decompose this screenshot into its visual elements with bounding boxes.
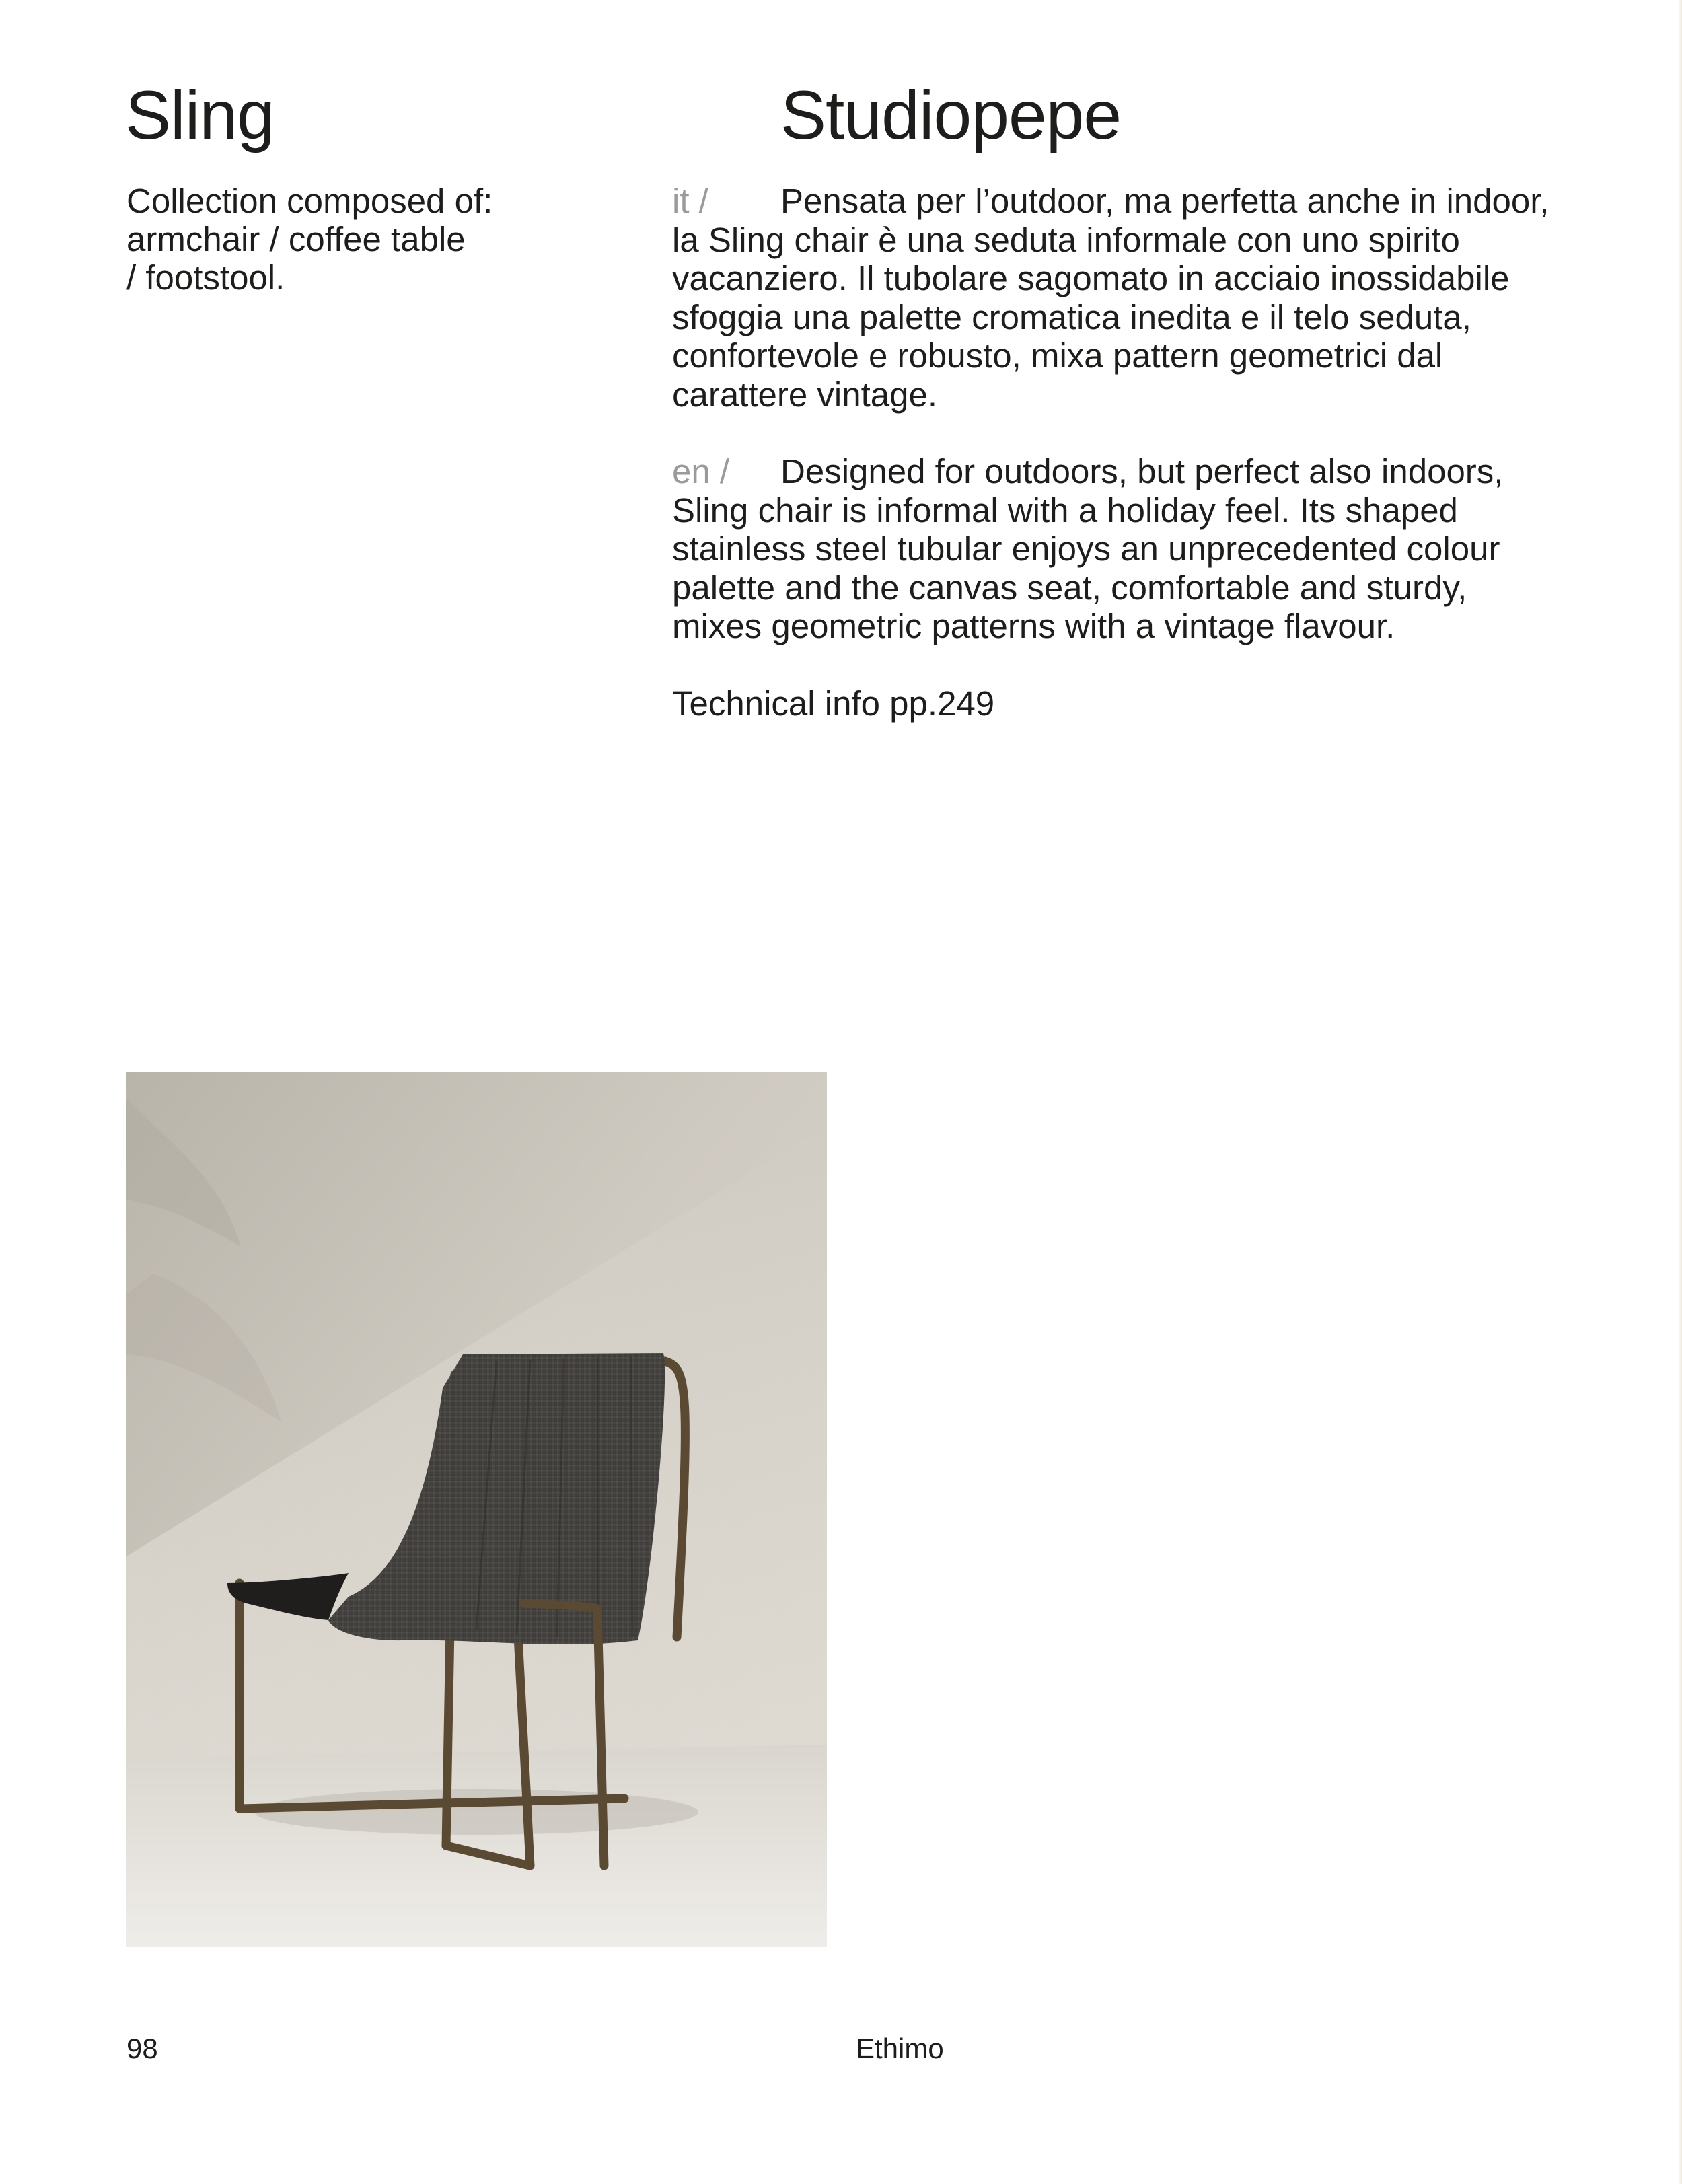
lang-prefix-it: it / (672, 182, 708, 220)
brand-name: Ethimo (856, 2033, 944, 2064)
description-line: la Sling chair è una seduta informale con uno spirito (672, 220, 1460, 259)
collection-note (126, 182, 611, 297)
description-line: sfoggia una palette cromatica inedita e il telo seduta, (672, 297, 1471, 336)
product-title: Sling (125, 77, 275, 153)
description-english (672, 452, 1567, 646)
description-line: palette and the canvas seat, comfortable and sturdy, (672, 568, 1467, 607)
description-line: carattere vintage. (672, 375, 938, 414)
description-line: stainless steel tubular enjoys an unprecedented colour (672, 530, 1500, 568)
designer-title: Studiopepe (780, 77, 1122, 153)
product-photo (126, 1072, 827, 1947)
collection-line: / footstool. (126, 258, 285, 297)
description-line: Sling chair is informal with a holiday feel. Its shaped (672, 490, 1458, 530)
description-line: vacanziero. Il tubolare sagomato in acciaio inossidabile (672, 259, 1510, 297)
description-line: en / Designed for outdoors, but perfect also indoors, (672, 452, 1504, 490)
description-line: mixes geometric patterns with a vintage flavour. (672, 607, 1395, 645)
technical-info: Technical info pp.249 (672, 684, 995, 723)
description-italian (672, 182, 1567, 414)
description-line: confortevole e robusto, mixa pattern geometrici dal (672, 336, 1443, 375)
description-line: it / Pensata per l’outdoor, ma perfetta anche in indoor, (672, 182, 1549, 220)
page-number: 98 (126, 2033, 158, 2064)
collection-line: Collection composed of: (126, 182, 493, 220)
description-column (672, 182, 1567, 723)
page-edge (1678, 0, 1682, 2184)
lang-prefix-en: en / (672, 452, 730, 490)
collection-line: armchair / coffee table (126, 220, 466, 258)
